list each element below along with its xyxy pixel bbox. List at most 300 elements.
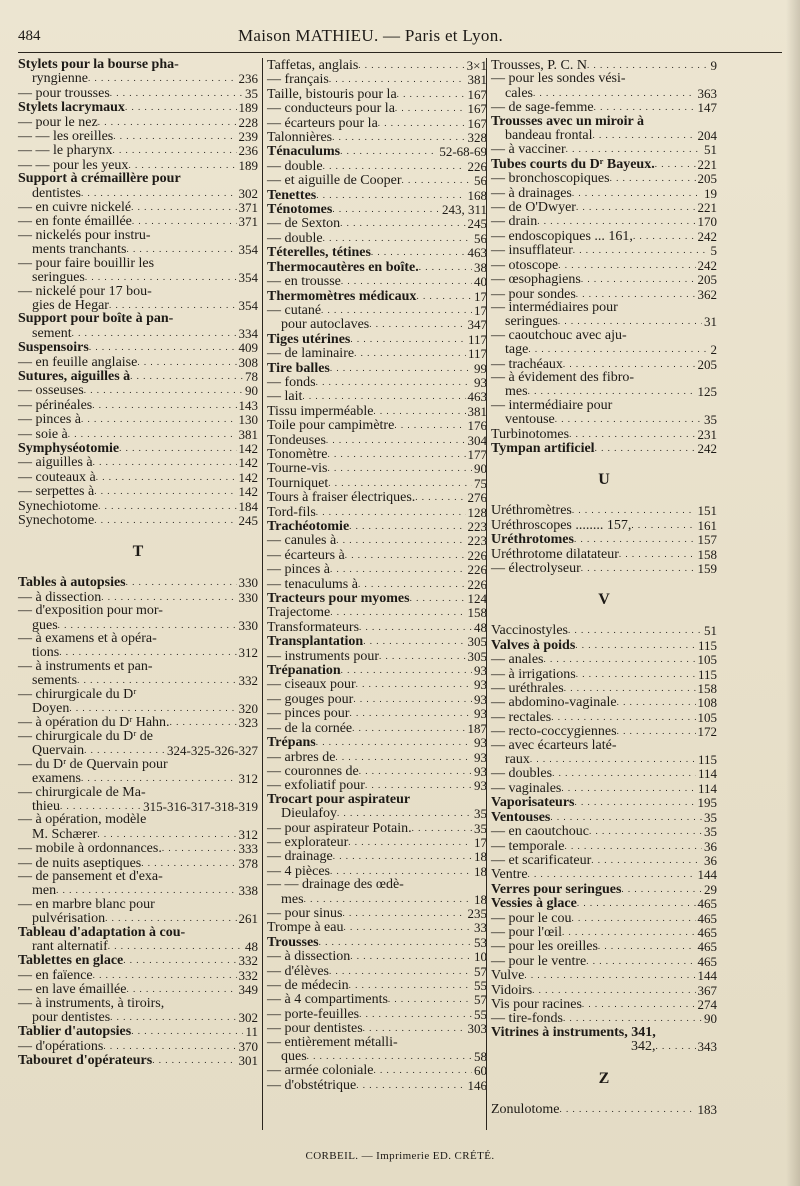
leader-dots <box>395 101 466 115</box>
entry-page-ref: 158 <box>697 546 717 562</box>
entry-term: — ciseaux pour <box>267 677 356 693</box>
entry-page-ref: 167 <box>467 101 487 117</box>
entry-term: Thermocautères en boîte. <box>267 259 419 275</box>
index-entry <box>18 926 258 939</box>
entry-term: — à instruments et pan- <box>18 658 153 674</box>
leader-dots <box>345 548 466 562</box>
index-entry <box>491 399 717 412</box>
entry-page-ref: 99 <box>474 360 487 376</box>
index-entry <box>18 1024 258 1038</box>
entry-term: sements <box>32 673 78 689</box>
entry-page-ref: 105 <box>697 709 717 725</box>
entry-term: Trocart pour aspirateur <box>267 791 411 807</box>
index-entry <box>491 839 717 853</box>
entry-term: rant alternatif <box>32 938 108 954</box>
printer-footer: CORBEIL. — Imprimerie ED. CRÉTÉ. <box>305 1150 495 1162</box>
entry-page-ref: 205 <box>697 272 717 288</box>
index-entry <box>18 939 258 953</box>
entry-page-ref: 370 <box>238 1038 258 1054</box>
leader-dots <box>577 896 696 910</box>
leader-dots <box>576 200 696 214</box>
leader-dots <box>352 721 465 735</box>
entry-term: — de sage-femme <box>491 100 594 116</box>
entry-term: — à drainages <box>491 185 572 201</box>
entry-term: Trousses <box>267 934 319 950</box>
entry-page-ref: 226 <box>467 562 487 578</box>
entry-page-ref: 2 <box>710 342 717 358</box>
index-entry <box>491 795 717 809</box>
index-entry <box>491 547 717 561</box>
index-entry <box>491 301 717 314</box>
entry-term: — à évidement des fibro- <box>491 369 635 385</box>
entry-page-ref: 332 <box>238 953 258 969</box>
index-entry <box>267 116 487 130</box>
entry-page-ref: 187 <box>467 720 487 736</box>
page-number: 484 <box>18 28 41 44</box>
entry-page-ref: 170 <box>697 214 717 230</box>
index-entry <box>267 663 487 677</box>
leader-dots <box>555 412 702 426</box>
leader-dots <box>592 128 695 142</box>
entry-page-ref: 93 <box>474 735 487 751</box>
index-entry <box>18 968 258 982</box>
entry-term: — exfoliatif pour <box>267 778 365 794</box>
leader-dots <box>126 982 236 996</box>
entry-page-ref: 53 <box>474 934 487 950</box>
entry-page-ref: 226 <box>467 576 487 592</box>
entry-term: ques <box>281 1049 307 1065</box>
entry-term: — aiguilles à <box>18 455 93 471</box>
entry-page-ref: 117 <box>467 331 487 347</box>
entry-page-ref: 354 <box>238 270 258 286</box>
leader-dots <box>110 1010 236 1024</box>
leader-dots <box>105 911 236 925</box>
entry-page-ref: 176 <box>467 418 487 434</box>
index-entry <box>18 743 258 757</box>
entry-term: — de Sexton <box>267 216 341 232</box>
entry-term: Transplantation <box>267 634 364 650</box>
index-entry <box>18 590 258 604</box>
entry-page-ref: 343 <box>697 1039 717 1055</box>
index-entry <box>18 172 258 185</box>
index-entry <box>18 71 258 85</box>
leader-dots <box>581 272 696 286</box>
index-entry <box>267 835 487 849</box>
entry-term: — de pansement et d'exa- <box>18 868 163 884</box>
index-entry <box>18 115 258 129</box>
entry-term: Tracteurs pour myomes <box>267 591 410 607</box>
entry-page-ref: 242 <box>697 257 717 273</box>
entry-term: — en feuille anglaise <box>18 354 138 370</box>
leader-dots <box>88 71 237 85</box>
entry-term: Tympan artificiel <box>491 440 595 456</box>
entry-page-ref: 333 <box>238 841 258 857</box>
entry-term: Synechiotome <box>18 498 99 514</box>
index-entry <box>18 200 258 214</box>
entry-page-ref: 177 <box>467 446 487 462</box>
entry-page-ref: 56 <box>474 230 487 246</box>
entry-term: Transformateurs <box>267 619 360 635</box>
entry-term: — tenaculums à <box>267 576 358 592</box>
entry-term: gies de Hegar <box>32 297 109 313</box>
leader-dots <box>323 159 466 173</box>
leader-dots <box>571 911 695 925</box>
entry-page-ref: 31 <box>704 314 717 330</box>
entry-page-ref: 35 <box>474 820 487 836</box>
leader-dots <box>558 314 702 328</box>
entry-term: Suspensoirs <box>18 340 89 356</box>
index-entry <box>491 384 717 398</box>
leader-dots <box>94 484 236 498</box>
index-entry <box>267 188 487 202</box>
entry-term: — pour aspirateur Potain. <box>267 820 412 836</box>
leader-dots <box>415 490 465 504</box>
index-entry <box>18 229 258 242</box>
entry-term: — pour sinus <box>267 905 343 921</box>
entry-page-ref: 330 <box>238 575 258 591</box>
entry-page-ref: 17 <box>474 288 487 304</box>
entry-page-ref: 90 <box>704 1011 717 1027</box>
entry-page-ref: 242 <box>697 440 717 456</box>
leader-dots <box>532 983 695 997</box>
entry-term: — couronnes de <box>267 763 359 779</box>
index-entry <box>491 100 717 114</box>
leader-dots <box>113 129 236 143</box>
entry-term: Thermomètres médicaux <box>267 288 417 304</box>
entry-term: — temporale <box>491 838 565 854</box>
entry-term: — pour le ventre <box>491 953 587 969</box>
index-entry <box>267 476 487 490</box>
leader-dots <box>89 340 237 354</box>
leader-dots <box>365 778 472 792</box>
entry-page-ref: 58 <box>474 1049 487 1065</box>
entry-term: Uréthrotomes <box>491 532 574 548</box>
index-entry <box>267 793 487 806</box>
index-entry <box>18 513 258 527</box>
section-letter: Z <box>598 1069 610 1087</box>
leader-dots <box>316 735 472 749</box>
entry-term: Ventre <box>491 867 528 883</box>
entry-page-ref: 221 <box>697 200 717 216</box>
leader-dots <box>332 130 465 144</box>
entry-page-ref: 409 <box>238 340 258 356</box>
entry-term: — pour le nez <box>18 114 98 130</box>
leader-dots <box>341 663 472 677</box>
leader-dots <box>131 1024 243 1038</box>
index-entry <box>491 1102 717 1116</box>
leader-dots <box>402 173 472 187</box>
index-entry <box>18 1053 258 1067</box>
entry-page-ref: 93 <box>474 663 487 679</box>
entry-term: cales <box>505 85 533 101</box>
entry-term: — doubles <box>491 766 553 782</box>
entry-term: — nickelé pour 17 bou- <box>18 283 152 299</box>
leader-dots <box>416 289 472 303</box>
leader-dots <box>329 964 472 978</box>
entry-page-ref: 463 <box>467 245 487 261</box>
index-entry <box>491 695 717 709</box>
leader-dots <box>379 649 466 663</box>
index-entry <box>267 317 487 331</box>
entry-term: 342, <box>631 1039 656 1055</box>
leader-dots <box>130 369 243 383</box>
leader-dots <box>575 795 696 809</box>
index-entry <box>491 939 717 953</box>
index-entry <box>491 652 717 666</box>
leader-dots <box>340 144 437 158</box>
index-entry <box>491 157 717 171</box>
leader-dots <box>327 461 472 475</box>
entry-page-ref: 312 <box>238 771 258 787</box>
leader-dots <box>341 274 472 288</box>
entry-term: thieu <box>32 798 60 814</box>
entry-page-ref: 130 <box>238 412 258 428</box>
entry-term: — 4 pièces <box>267 863 330 879</box>
entry-page-ref: 304 <box>467 432 487 448</box>
entry-term: Tablier d'autopsies <box>18 1024 132 1040</box>
index-entry <box>18 813 258 826</box>
leader-dots <box>349 519 465 533</box>
leader-dots <box>528 867 696 881</box>
entry-page-ref: 18 <box>474 891 487 907</box>
entry-term: Tissu imperméable <box>267 403 374 419</box>
entry-term: — à dissection <box>18 589 102 605</box>
index-entry <box>18 870 258 883</box>
leader-dots <box>586 954 695 968</box>
index-entry <box>18 841 258 855</box>
index-entry <box>267 692 487 706</box>
entry-term: — du Dʳ de Quervain pour <box>18 756 168 772</box>
entry-term: — instruments pour <box>267 648 379 664</box>
leader-dots <box>572 186 702 200</box>
entry-term: Ténotomes <box>267 202 333 218</box>
entry-page-ref: 205 <box>697 356 717 372</box>
index-entry <box>491 968 717 982</box>
entry-term: ments tranchants <box>32 242 127 258</box>
entry-term: Vitrines à instruments, 341, <box>491 1024 656 1040</box>
entry-term: — à opération du Dʳ Hahn. <box>18 715 170 731</box>
entry-page-ref: 367 <box>697 982 717 998</box>
entry-page-ref: 115 <box>697 666 717 682</box>
entry-term: — arbres de <box>267 749 336 765</box>
index-entry <box>267 389 487 403</box>
entry-page-ref: 381 <box>238 426 258 442</box>
entry-term: gues <box>32 617 58 633</box>
leader-dots <box>358 577 466 591</box>
entry-page-ref: 303 <box>467 1021 487 1037</box>
leader-dots <box>353 692 472 706</box>
entry-term: — fonds <box>267 374 316 390</box>
entry-page-ref: 128 <box>467 504 487 520</box>
leader-dots <box>85 270 237 284</box>
entry-page-ref: 144 <box>697 867 717 883</box>
leader-dots <box>359 764 472 778</box>
entry-page-ref: 189 <box>238 157 258 173</box>
index-entry <box>18 326 258 340</box>
entry-page-ref: 236 <box>238 71 258 87</box>
entry-term: — osseuses <box>18 383 84 399</box>
leader-dots <box>621 882 702 896</box>
index-entry <box>491 853 717 867</box>
index-entry <box>491 342 717 356</box>
entry-term: — intermédiaire pour <box>491 397 613 413</box>
leader-dots <box>563 357 696 371</box>
entry-term: — à 4 compartiments <box>267 992 388 1008</box>
index-entry <box>267 447 487 461</box>
leader-dots <box>582 997 696 1011</box>
index-entry <box>267 649 487 663</box>
entry-page-ref: 18 <box>474 849 487 865</box>
entry-term: — abdomino-vaginale <box>491 695 617 711</box>
entry-page-ref: 308 <box>238 354 258 370</box>
leader-dots <box>336 533 465 547</box>
entry-term: Vis pour racines <box>491 996 582 1012</box>
entry-page-ref: 105 <box>697 652 717 668</box>
leader-dots <box>587 58 709 72</box>
leader-dots <box>412 821 472 835</box>
entry-page-ref: 242 <box>697 228 717 244</box>
leader-dots <box>363 634 465 648</box>
entry-term: — et aiguille de Cooper <box>267 173 402 189</box>
index-entry <box>18 383 258 397</box>
entry-term: — de la cornée <box>267 720 353 736</box>
index-entry <box>267 433 487 447</box>
index-entry <box>491 752 717 766</box>
leader-dots <box>562 925 696 939</box>
index-entry <box>491 997 717 1011</box>
index-entry <box>18 86 258 100</box>
entry-page-ref: 108 <box>697 695 717 711</box>
entry-page-ref: 90 <box>474 461 487 477</box>
entry-term: Uréthroscopes ........ 157, <box>491 517 632 533</box>
leader-dots <box>594 100 696 114</box>
index-entry <box>491 243 717 257</box>
entry-page-ref: 18 <box>474 863 487 879</box>
leader-dots <box>617 724 696 738</box>
leader-dots <box>388 992 472 1006</box>
entry-page-ref: 465 <box>697 939 717 955</box>
entry-term: Téterelles, tétines <box>267 245 371 261</box>
index-entry <box>18 1010 258 1024</box>
index-entry <box>18 186 258 200</box>
index-entry <box>267 533 487 547</box>
index-column-3 <box>486 58 717 1130</box>
index-entry <box>18 758 258 771</box>
leader-dots <box>330 361 472 375</box>
leader-dots <box>537 214 695 228</box>
entry-term: Vessies à glace <box>491 896 577 912</box>
entry-term: Tenettes <box>267 187 317 203</box>
index-entry <box>267 346 487 360</box>
entry-term: — à dissection <box>267 949 351 965</box>
entry-page-ref: 151 <box>697 503 717 519</box>
leader-dots <box>363 1021 466 1035</box>
entry-term: Doyen <box>32 701 70 717</box>
index-entry <box>267 935 487 949</box>
index-entry <box>267 764 487 778</box>
leader-dots <box>633 229 696 243</box>
entry-page-ref: 239 <box>238 129 258 145</box>
entry-term: — pinces à <box>18 412 81 428</box>
leader-dots <box>566 142 702 156</box>
index-entry <box>491 766 717 780</box>
leader-dots <box>72 326 237 340</box>
entry-page-ref: 93 <box>474 677 487 693</box>
entry-page-ref: 142 <box>238 484 258 500</box>
index-entry <box>267 260 487 274</box>
leader-dots <box>410 591 466 605</box>
leader-dots <box>81 771 237 785</box>
entry-term: Uréthromètres <box>491 503 572 519</box>
index-entry <box>491 412 717 426</box>
entry-term: Vaporisateurs <box>491 795 575 811</box>
index-entry <box>267 289 487 303</box>
index-entry <box>491 86 717 100</box>
index-entry <box>18 1039 258 1053</box>
entry-term: Zonulotome <box>491 1101 560 1117</box>
index-entry <box>267 375 487 389</box>
leader-dots <box>573 243 709 257</box>
leader-dots <box>109 298 237 312</box>
entry-page-ref: 167 <box>467 86 487 102</box>
entry-term: Stylets pour la bourse pha- <box>18 57 179 72</box>
entry-term: men <box>32 883 57 899</box>
leader-dots <box>108 939 243 953</box>
leader-dots <box>397 87 466 101</box>
entry-term: — à vacciner <box>491 142 566 158</box>
index-entry <box>267 949 487 963</box>
leader-dots <box>330 864 472 878</box>
entry-page-ref: 189 <box>238 100 258 116</box>
leader-dots <box>576 287 696 301</box>
index-entry <box>18 575 258 589</box>
entry-page-ref: 231 <box>697 426 717 442</box>
entry-term: Tondeuses <box>267 432 326 448</box>
leader-dots <box>569 427 695 441</box>
index-entry <box>491 258 717 272</box>
entry-page-ref: 93 <box>474 374 487 390</box>
leader-dots <box>98 115 237 129</box>
entry-page-ref: 5 <box>710 243 717 259</box>
entry-page-ref: 17 <box>474 834 487 850</box>
entry-page-ref: 114 <box>697 780 717 796</box>
entry-term: Trépanation <box>267 663 341 679</box>
entry-term: Turbinotomes <box>491 426 570 442</box>
index-entry <box>18 898 258 911</box>
entry-term: — vaginales <box>491 780 562 796</box>
entry-page-ref: 147 <box>697 100 717 116</box>
entry-page-ref: 463 <box>467 389 487 405</box>
page-header <box>18 22 782 50</box>
leader-dots <box>574 532 696 546</box>
entry-page-ref: 56 <box>474 173 487 189</box>
entry-term: — tire-fonds <box>491 1011 563 1027</box>
index-entry <box>267 1036 487 1049</box>
entry-page-ref: 35 <box>704 412 717 428</box>
index-entry <box>267 505 487 519</box>
entry-term: pulvérisation <box>32 911 106 927</box>
entry-page-ref: 226 <box>467 158 487 174</box>
leader-dots <box>354 346 466 360</box>
index-entry <box>267 519 487 533</box>
entry-term: — — pour les yeux <box>18 157 129 173</box>
index-entry <box>267 202 487 216</box>
entry-term: — anales <box>491 652 544 668</box>
entry-page-ref: 184 <box>238 498 258 514</box>
leader-dots <box>564 681 696 695</box>
index-entry <box>491 58 717 72</box>
entry-term: Ventouses <box>491 809 551 825</box>
